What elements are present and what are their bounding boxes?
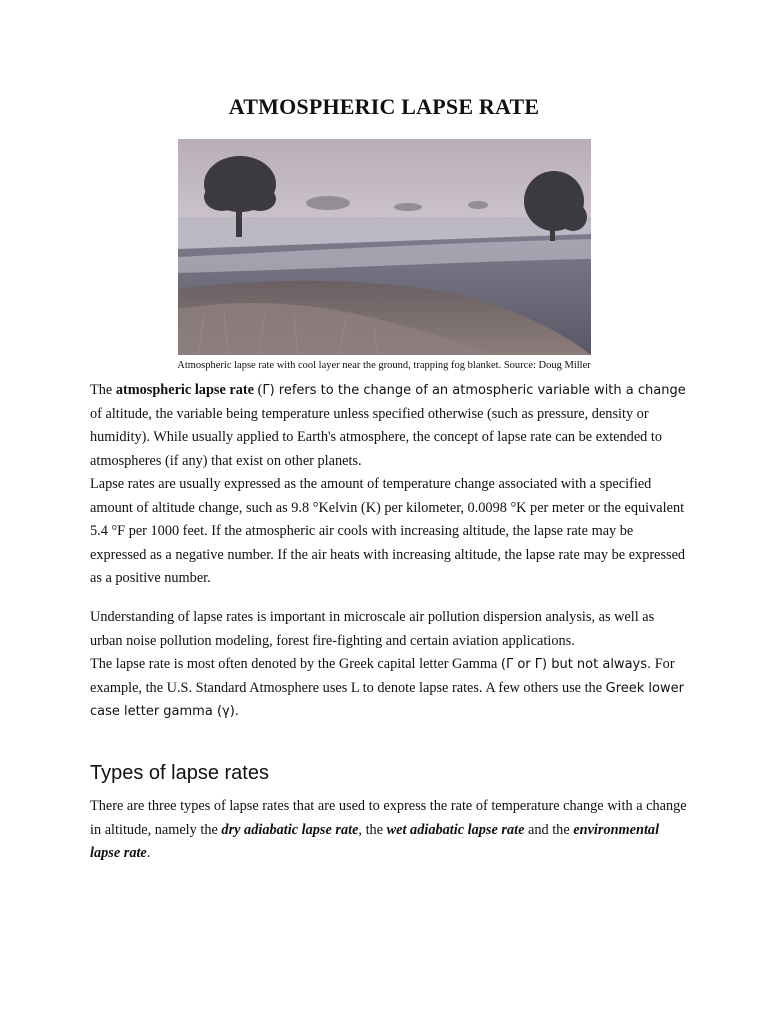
page-title: ATMOSPHERIC LAPSE RATE — [228, 94, 540, 119]
understanding-section — [90, 606, 690, 724]
text-run: There are three types of lapse rates that are used to express the rate of temperature change with a change in altitude, namely the — [90, 798, 687, 838]
text-run: ) refers to the change of an atmospheric variable with a change — [269, 383, 686, 398]
figure-caption: Atmospheric lapse rate with cool layer near the ground, trapping fog blanket. Source: Doug Miller — [177, 360, 591, 371]
gamma-symbol: Γ — [262, 383, 270, 398]
types-section — [90, 795, 690, 866]
paragraph-notation — [90, 653, 690, 724]
text-run: . — [146, 845, 151, 861]
lowercase-gamma-notation: Greek lower case letter gamma (γ). — [90, 680, 684, 719]
text-run: and the — [524, 821, 574, 838]
term-wet-adiabatic: wet adiabatic lapse rate — [386, 821, 525, 838]
term-atmospheric-lapse-rate: atmospheric lapse rate — [115, 382, 254, 398]
section-heading: Types of lapse rates — [90, 762, 269, 784]
intro-section — [90, 379, 690, 591]
paragraph-applications: Understanding of lapse rates is important in microscale air pollution dispersion analysis, as well as urban noise pollution modeling, forest fire-fighting and certain aviation applications. — [90, 609, 655, 649]
foggy-field-photo — [178, 139, 591, 355]
text-run: , the — [358, 821, 387, 838]
text-run: The lapse rate is most often denoted by the Greek capital letter Gamma — [90, 656, 501, 672]
text-run: of altitude, the variable being temperature unless specified otherwise (such as pressure, density or humidity). While usually applied to Earth's atmosphere, the concept of lapse rate can be extended to atmospheres (if any) that exist on other planets. — [90, 405, 663, 469]
term-dry-adiabatic: dry adiabatic lapse rate — [221, 821, 359, 838]
paragraph-units: Lapse rates are usually expressed as the amount of temperature change associated with a specified amount of altitude change, such as 9.8 °Kelvin (K) per kilometer, 0.0098 °K per meter or the equivalent 5.4 °F per 1000 feet. If the atmospheric air cools with increasing altitude, the lapse rate may be expressed as a negative number. If the air heats with increasing altitude, the lapse rate may be expressed as a positive number. — [90, 476, 686, 586]
text-run: ( — [254, 382, 263, 398]
paragraph-types — [90, 795, 690, 866]
text-run: For example, the U.S. Standard Atmosphere uses L to denote lapse rates. A few others use the — [90, 656, 675, 696]
term-environmental: environmental lapse rate — [90, 821, 660, 861]
paragraph-definition — [90, 379, 690, 473]
text-run: The — [90, 382, 116, 398]
gamma-notation: (Γ or Γ) but not always. — [500, 657, 652, 672]
